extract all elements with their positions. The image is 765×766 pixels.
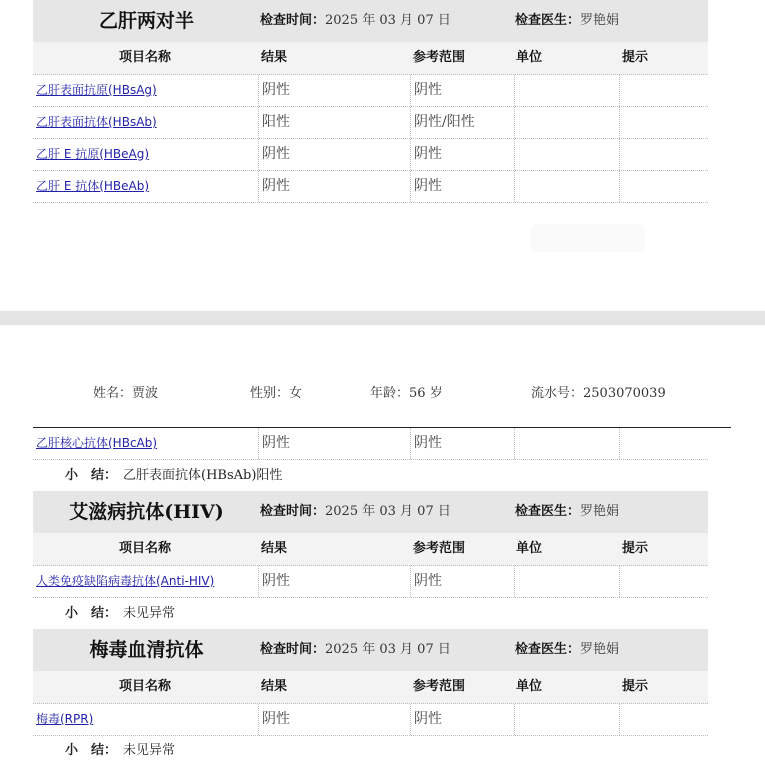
- check-time: 检查时间：2025 年 03 月 07 日: [260, 642, 451, 657]
- column-header-row: [33, 42, 708, 75]
- check-doctor: 检查医生：罗艳娟: [515, 13, 620, 28]
- section-title: 乙肝两对半: [98, 10, 194, 32]
- test-item-link[interactable]: 梅毒(RPR): [36, 712, 94, 726]
- result-value: 阴性: [262, 178, 290, 194]
- table-row: [33, 107, 708, 139]
- test-item-link[interactable]: 乙肝表面抗原(HBsAg): [36, 83, 157, 97]
- table-row: [33, 75, 708, 107]
- patient-age: 年龄：56 岁: [370, 386, 443, 401]
- reference-range: 阴性: [414, 573, 442, 589]
- summary-text: 未见异常: [123, 743, 176, 758]
- reference-range: 阴性: [414, 711, 442, 727]
- col-hint: 提示: [622, 50, 649, 65]
- section-header-hiv: [33, 491, 708, 533]
- result-value: 阴性: [262, 711, 290, 727]
- check-time: 检查时间：2025 年 03 月 07 日: [260, 504, 451, 519]
- serial-number: 流水号：2503070039: [531, 386, 666, 401]
- section-title: 艾滋病抗体(HIV): [69, 501, 224, 523]
- page-break: [0, 311, 765, 325]
- report-page-2: [0, 325, 765, 761]
- reference-range: 阴性: [414, 178, 442, 194]
- patient-name: 姓名：贾波: [93, 386, 159, 401]
- report-page-1: [0, 0, 765, 311]
- result-value: 阳性: [262, 114, 290, 130]
- summary-text: 乙肝表面抗体(HBsAb)阳性: [123, 468, 283, 483]
- result-value: 阴性: [262, 82, 290, 98]
- result-value: 阴性: [262, 435, 290, 451]
- result-value: 阴性: [262, 573, 290, 589]
- test-item-link[interactable]: 乙肝核心抗体(HBcAb): [36, 436, 158, 450]
- column-header-row: 项目名称 结果 参考范围 单位 提示: [33, 533, 708, 566]
- result-value: 阴性: [262, 146, 290, 162]
- table-row: [33, 171, 708, 203]
- reference-range: 阴性: [414, 146, 442, 162]
- table-row: [33, 139, 708, 171]
- section-header-hbv: [33, 0, 708, 42]
- col-range: 参考范围: [413, 50, 466, 65]
- test-item-link[interactable]: 人类免疫缺陷病毒抗体(Anti-HIV): [36, 574, 215, 588]
- table-row: [33, 428, 708, 460]
- reference-range: 阴性: [414, 435, 442, 451]
- section-title: 梅毒血清抗体: [89, 639, 204, 661]
- column-header-row: 项目名称 结果 参考范围 单位 提示: [33, 671, 708, 704]
- section-header-syphilis: [33, 629, 708, 671]
- summary-line: 小 结： 乙肝表面抗体(HBsAb)阳性: [33, 461, 708, 491]
- check-doctor: 检查医生：罗艳娟: [515, 642, 620, 657]
- table-row: [33, 704, 708, 736]
- patient-gender: 性别：女: [250, 386, 303, 401]
- test-item-link[interactable]: 乙肝 E 抗体(HBeAb): [36, 179, 150, 193]
- reference-range: 阴性: [414, 82, 442, 98]
- check-doctor: 检查医生：罗艳娟: [515, 504, 620, 519]
- check-time: 检查时间：2025 年 03 月 07 日: [260, 13, 451, 28]
- reference-range: 阴性/阳性: [414, 114, 475, 130]
- col-unit: 单位: [516, 50, 543, 65]
- col-result: 结果: [261, 50, 288, 65]
- watermark-smudge: [530, 224, 645, 252]
- summary-text: 未见异常: [123, 606, 176, 621]
- col-name: 项目名称: [119, 50, 172, 65]
- test-item-link[interactable]: 乙肝表面抗体(HBsAb): [36, 115, 157, 129]
- table-row: [33, 566, 708, 598]
- test-item-link[interactable]: 乙肝 E 抗原(HBeAg): [36, 147, 150, 161]
- summary-line: 小 结： 未见异常: [33, 599, 708, 629]
- summary-line: 小 结： 未见异常: [33, 736, 708, 766]
